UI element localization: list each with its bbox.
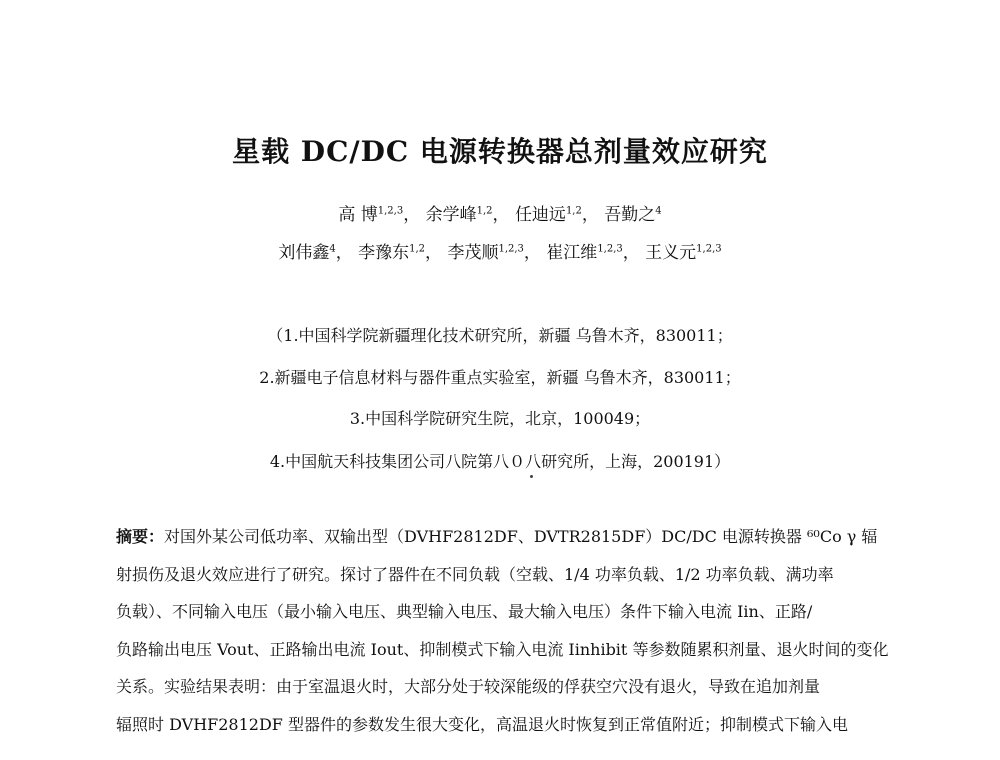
author: 任迪远$^{1,2}$	[514, 205, 582, 225]
author: 李豫东$^{1,2}$	[358, 243, 426, 263]
affiliation-marker: 1,2	[565, 205, 582, 217]
author-separator: ，	[523, 243, 541, 263]
affiliation-3: 3.中国科学院研究生院，北京，100049；	[349, 409, 651, 428]
abstract-line: 射损伤及退火效应进行了研究。探讨了器件在不同负载（空载、1/4 功率负载、1/2 功率负载、满功率	[116, 564, 834, 584]
abstract-line: 辐照时 DVHF2812DF 型器件的参数发生很大变化，高温退火时恢复到正常值附近；抑制模式下输入电	[116, 714, 848, 734]
affiliation-2: 2.新疆电子信息材料与器件重点实验室，新疆 乌鲁木齐，830011；	[259, 368, 741, 387]
author: 崔江维$^{1,2,3}$	[546, 243, 623, 263]
author-list-line-2	[0, 238, 1000, 263]
author: 余学峰$^{1,2}$	[425, 205, 493, 225]
abstract-label: 摘要：	[116, 527, 165, 546]
author: 高 博$^{1,2,3}$	[338, 205, 404, 225]
abstract-line: 摘要：对国外某公司低功率、双输出型（DVHF2812DF、DVTR2815DF）DC/DC 电源转换器 ⁶⁰Co γ 辐	[116, 527, 878, 546]
affiliation-4: 4.中国航天科技集团公司八院第八０八研究所，上海，200191）	[269, 452, 731, 471]
affiliation-marker: 1,2	[409, 243, 426, 255]
affiliation-marker: 4	[655, 205, 662, 217]
affiliation-marker: 1,2,3	[597, 243, 623, 255]
paper-title: 星载 DC/DC 电源转换器总剂量效应研究	[232, 135, 768, 168]
author: 刘伟鑫$^4$	[278, 243, 336, 263]
affiliation-marker: 1,2,3	[377, 205, 404, 217]
author: 王义元$^{1,2,3}$	[645, 243, 722, 263]
affiliation-marker: 4	[329, 243, 336, 255]
author-separator: ，	[403, 205, 421, 225]
author-separator: ，	[425, 243, 443, 263]
abstract-line: 关系。实验结果表明：由于室温退火时，大部分处于较深能级的俘获空穴没有退火，导致在追加剂量	[116, 677, 821, 696]
author: 李茂顺$^{1,2,3}$	[447, 243, 524, 263]
author-list-line-1	[0, 200, 1000, 225]
author-separator: ，	[581, 205, 599, 225]
author-separator: ，	[492, 205, 510, 225]
abstract	[116, 525, 896, 750]
affiliation-marker: 1,2,3	[498, 243, 524, 255]
author-separator: ，	[335, 243, 353, 263]
affiliation-1: （1.中国科学院新疆理化技术研究所，新疆 乌鲁木齐，830011；	[267, 326, 733, 345]
affiliation-marker: 1,2,3	[696, 243, 722, 255]
abstract-line: 负载）、不同输入电压（最小输入电压、典型输入电压、最大输入电压）条件下输入电流 Iin、正路/	[116, 602, 813, 621]
author: 吾勤之$^4$	[604, 205, 662, 225]
abstract-line: 负路输出电压 Vout、正路输出电流 Iout、抑制模式下输入电流 Iinhibit 等参数随累积剂量、退火时间的变化	[116, 639, 889, 659]
affiliation-marker: 1,2	[476, 205, 493, 217]
scan-speck	[530, 475, 533, 478]
author-separator: ，	[622, 243, 640, 263]
